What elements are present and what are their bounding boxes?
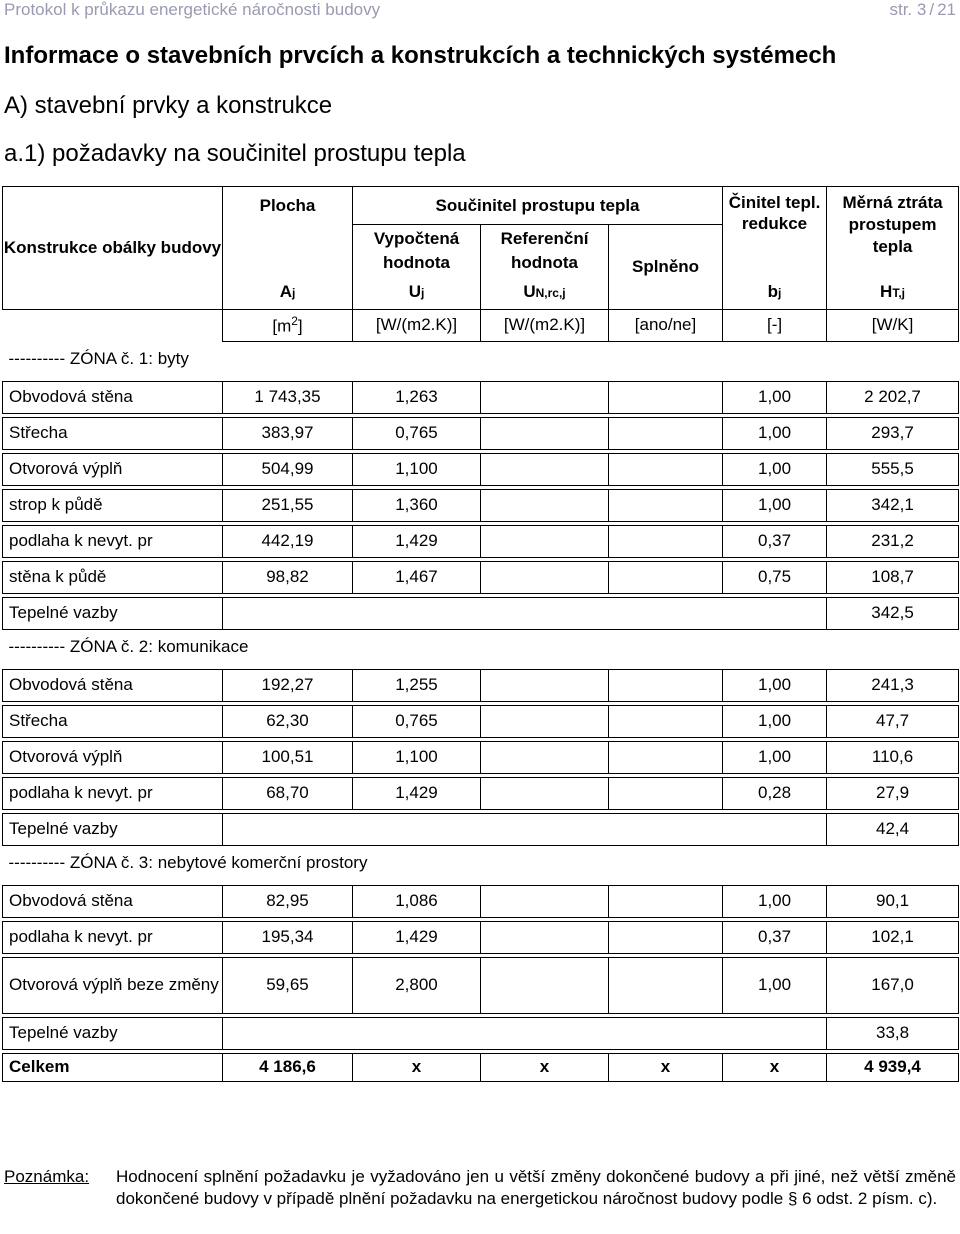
- table-row-total: [3, 1053, 959, 1081]
- row-u-ref: [481, 489, 609, 521]
- row-reduction: 1,00: [723, 885, 827, 917]
- row-reduction: 0,28: [723, 777, 827, 809]
- row-heat-loss: 42,4: [827, 813, 959, 845]
- row-construction: Obvodová stěna: [3, 669, 223, 701]
- header-area: Plocha: [223, 187, 353, 225]
- row-reduction: 0,75: [723, 561, 827, 593]
- row-reduction: 1,00: [723, 705, 827, 737]
- document-header-title: Protokol k průkazu energetické náročnosti budovy: [4, 0, 381, 19]
- row-compliance: [609, 921, 723, 953]
- header-u-ref: Referenční hodnota: [481, 225, 609, 276]
- header-heat-loss-symbol: HT,j: [827, 275, 959, 309]
- row-u-calc: 0,765: [353, 705, 481, 737]
- table-row: [3, 453, 959, 485]
- zone-label: ---------- ZÓNA č. 2: komunikace: [8, 637, 249, 657]
- row-u-ref: [481, 525, 609, 557]
- total-area: 4 186,6: [223, 1053, 353, 1081]
- total-u-ref: x: [481, 1053, 609, 1081]
- row-u-calc: 2,800: [353, 957, 481, 1013]
- row-area: 383,97: [223, 417, 353, 449]
- row-compliance: [609, 777, 723, 809]
- row-compliance: [609, 957, 723, 1013]
- footnote-label: Poznámka:: [4, 1167, 90, 1186]
- row-construction: podlaha k nevyt. pr: [3, 921, 223, 953]
- row-compliance: [609, 453, 723, 485]
- page-prefix: str.: [889, 0, 913, 19]
- table-row: [3, 489, 959, 521]
- row-area: 442,19: [223, 525, 353, 557]
- row-u-ref: [481, 417, 609, 449]
- row-reduction: 1,00: [723, 453, 827, 485]
- row-compliance: [609, 417, 723, 449]
- header-construction: Konstrukce obálky budovy: [3, 187, 223, 310]
- table-row: [3, 417, 959, 449]
- table-row: [3, 741, 959, 773]
- row-construction: Střecha: [3, 417, 223, 449]
- row-u-calc: 1,429: [353, 525, 481, 557]
- table-row: [3, 705, 959, 737]
- row-u-calc: 1,263: [353, 381, 481, 413]
- row-u-ref: [481, 957, 609, 1013]
- row-area: 251,55: [223, 489, 353, 521]
- row-construction: Obvodová stěna: [3, 381, 223, 413]
- header-u-calc-symbol: Uj: [353, 275, 481, 309]
- row-heat-loss: 2 202,7: [827, 381, 959, 413]
- row-compliance: [609, 669, 723, 701]
- row-u-calc: 1,100: [353, 741, 481, 773]
- header-u-calc-unit: [W/(m2.K)]: [353, 309, 481, 341]
- row-construction: podlaha k nevyt. pr: [3, 777, 223, 809]
- row-heat-loss: 110,6: [827, 741, 959, 773]
- header-reduction-symbol: bj: [723, 275, 827, 309]
- total-heat-loss: 4 939,4: [827, 1053, 959, 1081]
- row-heat-loss: 47,7: [827, 705, 959, 737]
- row-u-ref: [481, 381, 609, 413]
- row-reduction: 1,00: [723, 381, 827, 413]
- row-u-calc: 1,100: [353, 453, 481, 485]
- row-construction: Tepelné vazby: [3, 1017, 223, 1049]
- row-compliance: [609, 561, 723, 593]
- row-heat-loss: 342,1: [827, 489, 959, 521]
- row-reduction: 1,00: [723, 489, 827, 521]
- header-u-calc: Vypočtená hodnota: [353, 225, 481, 276]
- row-area: 100,51: [223, 741, 353, 773]
- row-construction: Tepelné vazby: [3, 813, 223, 845]
- row-heat-loss: 102,1: [827, 921, 959, 953]
- page-separator: /: [929, 0, 935, 19]
- row-heat-loss: 167,0: [827, 957, 959, 1013]
- header-heat-loss-unit: [W/K]: [827, 309, 959, 341]
- total-compliance: x: [609, 1053, 723, 1081]
- row-area: 62,30: [223, 705, 353, 737]
- subsection-title: A) stavební prvky a konstrukce: [4, 92, 333, 119]
- total-u-calc: x: [353, 1053, 481, 1081]
- row-reduction: 1,00: [723, 669, 827, 701]
- row-heat-loss: 342,5: [827, 597, 959, 629]
- header-compliance: Splněno: [609, 225, 723, 310]
- row-area: 1 743,35: [223, 381, 353, 413]
- row-reduction: 0,37: [723, 921, 827, 953]
- table-row: [3, 921, 959, 953]
- row-heat-loss: 231,2: [827, 525, 959, 557]
- row-area: 59,65: [223, 957, 353, 1013]
- section-title: Informace o stavebních prvcích a konstrukcích a technických systémech: [4, 42, 837, 69]
- header-reduction: Činitel tepl. redukce: [723, 187, 827, 276]
- row-heat-loss: 108,7: [827, 561, 959, 593]
- row-u-ref: [481, 669, 609, 701]
- row-construction: Střecha: [3, 705, 223, 737]
- row-u-ref: [481, 705, 609, 737]
- row-reduction: 1,00: [723, 417, 827, 449]
- row-reduction: 1,00: [723, 957, 827, 1013]
- row-u-ref: [481, 453, 609, 485]
- row-u-ref: [481, 885, 609, 917]
- row-construction: stěna k půdě: [3, 561, 223, 593]
- total-label: Celkem: [3, 1053, 223, 1081]
- row-u-calc: 1,086: [353, 885, 481, 917]
- row-area: 192,27: [223, 669, 353, 701]
- header-heat-loss: Měrná ztráta prostupem tepla: [827, 187, 959, 276]
- row-u-calc: 1,255: [353, 669, 481, 701]
- row-heat-loss: 555,5: [827, 453, 959, 485]
- row-u-calc: 1,429: [353, 777, 481, 809]
- row-area: 504,99: [223, 453, 353, 485]
- row-compliance: [609, 381, 723, 413]
- header-area-unit: $[m^2]$: [223, 309, 353, 341]
- table-row-thermal-bridges: [3, 597, 959, 629]
- total-reduction: x: [723, 1053, 827, 1081]
- table-row: [3, 669, 959, 701]
- row-compliance: [609, 489, 723, 521]
- row-u-calc: 1,467: [353, 561, 481, 593]
- zone-label: ---------- ZÓNA č. 3: nebytové komerční prostory: [8, 853, 368, 873]
- row-heat-loss: 293,7: [827, 417, 959, 449]
- table-row: [3, 381, 959, 413]
- row-compliance: [609, 741, 723, 773]
- row-construction: Obvodová stěna: [3, 885, 223, 917]
- row-reduction: 1,00: [723, 741, 827, 773]
- header-area-symbol: Aj: [223, 275, 353, 309]
- table-row: [3, 525, 959, 557]
- u-value-table: [2, 186, 959, 1082]
- row-heat-loss: 27,9: [827, 777, 959, 809]
- row-construction: podlaha k nevyt. pr: [3, 525, 223, 557]
- footnote-text: Hodnocení splnění požadavku je vyžadováno jen u větší změny dokončené budovy a při jiné, než větší změně dokončené budovy v případě plnění požadavku na energetickou náročnost budovy podle § 6 odst. 2 písm. c).: [116, 1167, 956, 1208]
- header-u-group: Součinitel prostupu tepla: [353, 187, 723, 225]
- table-row: [3, 957, 959, 1013]
- row-heat-loss: 90,1: [827, 885, 959, 917]
- row-construction: Otvorová výplň: [3, 741, 223, 773]
- table-row-thermal-bridges: [3, 1017, 959, 1049]
- row-construction: Tepelné vazby: [3, 597, 223, 629]
- footnote: [4, 1166, 956, 1210]
- table-row: [3, 777, 959, 809]
- header-compliance-unit: [ano/ne]: [609, 309, 723, 341]
- header-u-ref-unit: [W/(m2.K)]: [481, 309, 609, 341]
- row-u-ref: [481, 921, 609, 953]
- row-bridges-empty: [223, 1017, 827, 1049]
- header-u-ref-symbol: UN,rc,j: [481, 275, 609, 309]
- row-area: 68,70: [223, 777, 353, 809]
- row-bridges-empty: [223, 813, 827, 845]
- table-row: [3, 561, 959, 593]
- row-area: 98,82: [223, 561, 353, 593]
- row-compliance: [609, 885, 723, 917]
- zone-label: ---------- ZÓNA č. 1: byty: [8, 349, 189, 369]
- page-current: 3: [916, 0, 927, 19]
- row-compliance: [609, 525, 723, 557]
- row-area: 82,95: [223, 885, 353, 917]
- row-construction: Otvorová výplň beze změny: [3, 957, 223, 1013]
- row-u-ref: [481, 777, 609, 809]
- page-number: [889, 0, 956, 20]
- table-row: [3, 885, 959, 917]
- row-u-calc: 1,429: [353, 921, 481, 953]
- row-reduction: 0,37: [723, 525, 827, 557]
- row-u-ref: [481, 561, 609, 593]
- row-u-ref: [481, 741, 609, 773]
- row-heat-loss: 241,3: [827, 669, 959, 701]
- row-compliance: [609, 705, 723, 737]
- row-construction: strop k půdě: [3, 489, 223, 521]
- row-heat-loss: 33,8: [827, 1017, 959, 1049]
- row-bridges-empty: [223, 597, 827, 629]
- row-construction: Otvorová výplň: [3, 453, 223, 485]
- header-reduction-unit: [-]: [723, 309, 827, 341]
- row-area: 195,34: [223, 921, 353, 953]
- subsubsection-title: a.1) požadavky na součinitel prostupu tepla: [4, 140, 466, 167]
- table-row-thermal-bridges: [3, 813, 959, 845]
- row-u-calc: 1,360: [353, 489, 481, 521]
- page-total: 21: [937, 0, 956, 19]
- row-u-calc: 0,765: [353, 417, 481, 449]
